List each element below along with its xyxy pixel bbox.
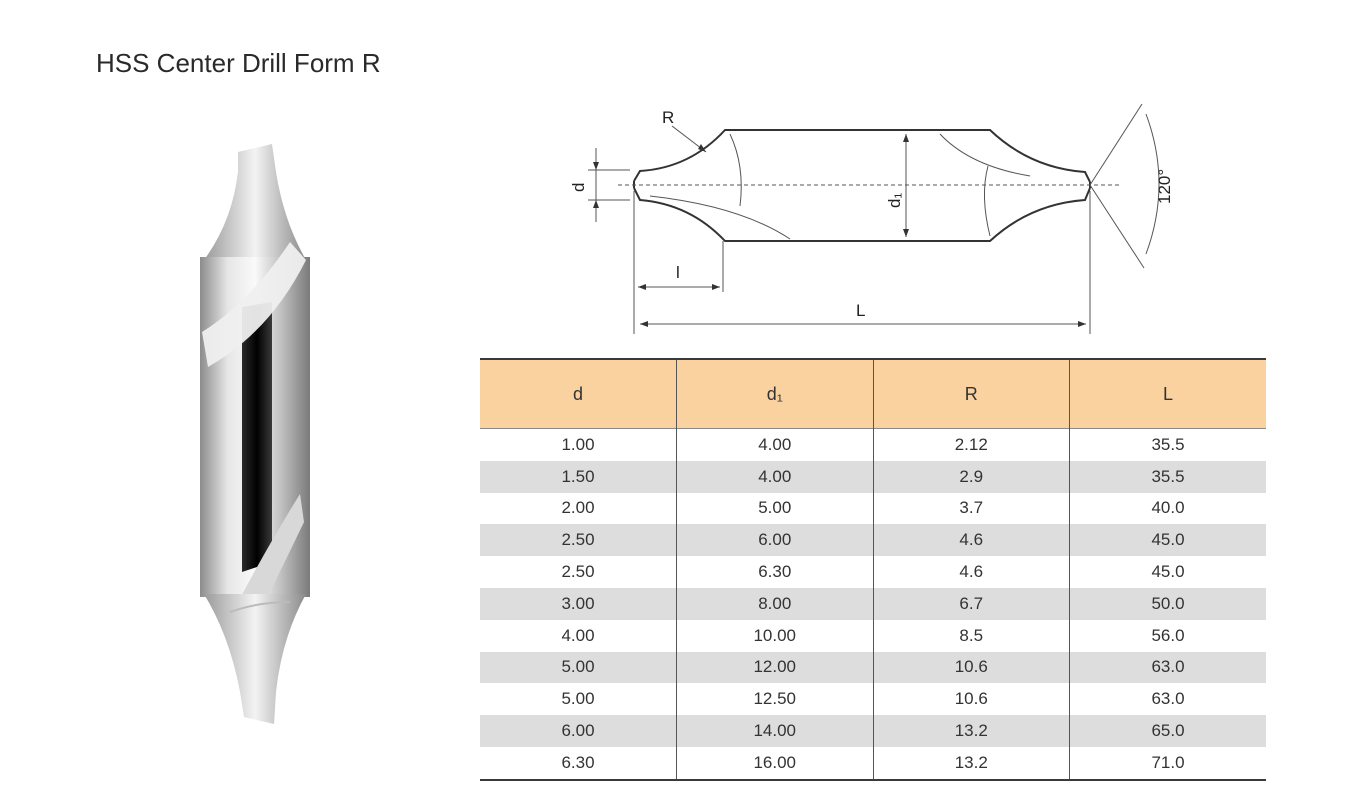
cell-d: 1.00 [561,434,595,454]
cell-l: 35.5 [1070,461,1267,493]
cell-d1: 12.00 [677,652,874,684]
column-header-d1: d₁ [677,359,874,429]
spec-table [480,358,1266,781]
technical-drawing [560,96,1200,341]
table-row [480,588,1266,620]
cell-d1: 14.00 [677,715,874,747]
cell-d1: 5.00 [677,493,874,525]
table-row [480,747,1266,780]
cell-l: 65.0 [1070,715,1267,747]
column-header-l: L [1070,359,1267,429]
cell-r: 10.6 [873,683,1070,715]
cell-d: 3.00 [480,588,677,620]
cell-r: 2.12 [873,429,1070,461]
cell-l: 71.0 [1070,747,1267,780]
cell-l: 56.0 [1070,620,1267,652]
cell-d: 5.00 [561,689,595,709]
cell-r: 2.9 [873,461,1070,493]
table-row [480,683,1266,715]
cell-d: 1.50 [480,461,677,493]
cell-r: 4.6 [873,556,1070,588]
cell-d1: 10.00 [677,620,874,652]
cell-d: 2.00 [561,498,595,518]
cell-d1: 12.50 [677,683,874,715]
label-pilot-diameter: d [569,182,588,192]
cell-l: 50.0 [1070,588,1267,620]
cell-d: 4.00 [561,625,595,645]
column-header-d: d [480,359,677,429]
table-row [480,524,1266,556]
table-row [480,715,1266,747]
label-radius: R [662,108,675,127]
column-header-r: R [873,359,1070,429]
cell-d: 6.30 [561,752,595,772]
cell-d1: 8.00 [677,588,874,620]
table-row [480,620,1266,652]
table-row [480,461,1266,493]
label-point-angle: 120° [1155,168,1174,204]
cell-l: 35.5 [1070,429,1267,461]
cell-r: 13.2 [873,747,1070,780]
cell-l: 45.0 [1070,524,1267,556]
table-row [480,493,1266,525]
cell-d: 2.50 [561,562,595,582]
cell-l: 40.0 [1070,493,1267,525]
cell-d1: 4.00 [677,461,874,493]
table-header-row [480,359,1266,429]
table-row [480,652,1266,684]
page-title: HSS Center Drill Form R [96,48,381,78]
cell-d1: 6.30 [677,556,874,588]
cell-d: 6.00 [480,715,677,747]
cell-r: 10.6 [873,652,1070,684]
cell-d1: 6.00 [677,524,874,556]
cell-d: 5.00 [480,652,677,684]
table-row [480,429,1266,461]
cell-d1: 4.00 [677,429,874,461]
label-body-diameter: d₁ [885,192,904,208]
cell-l: 45.0 [1070,556,1267,588]
cell-r: 3.7 [873,493,1070,525]
table-row [480,556,1266,588]
cell-r: 6.7 [873,588,1070,620]
cell-r: 4.6 [873,524,1070,556]
cell-r: 13.2 [873,715,1070,747]
cell-d: 2.50 [480,524,677,556]
cell-l: 63.0 [1070,683,1267,715]
cell-r: 8.5 [873,620,1070,652]
cell-l: 63.0 [1070,652,1267,684]
cell-d1: 16.00 [677,747,874,780]
label-pilot-length: l [676,263,680,282]
label-overall-length: L [856,301,866,320]
drill-photo [180,132,330,732]
